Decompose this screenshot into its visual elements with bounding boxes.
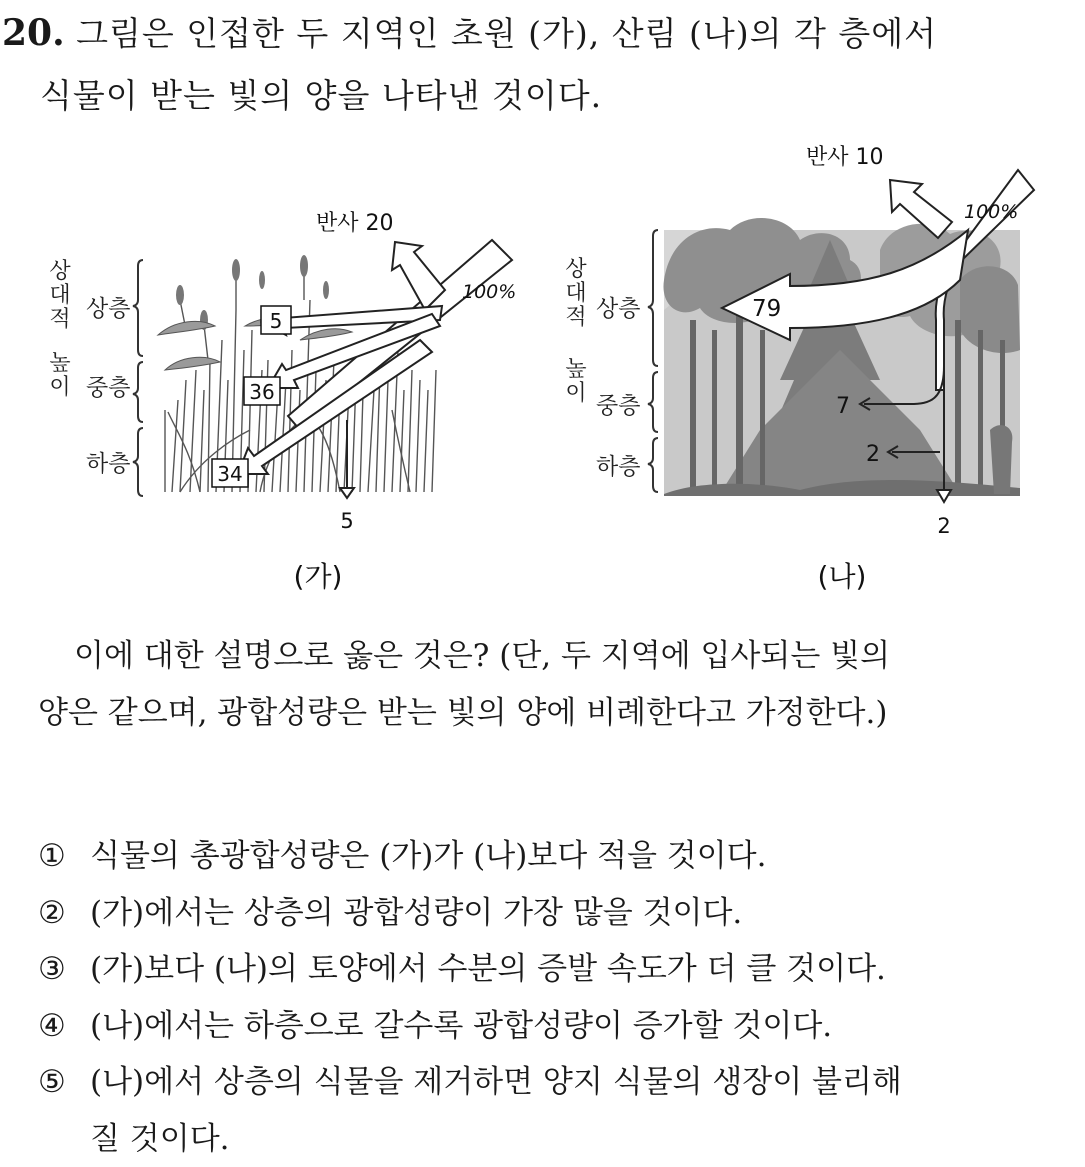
incident-label-b: 100% bbox=[964, 201, 1018, 223]
layer-label-upper-a: 상층 bbox=[86, 296, 130, 322]
layer-label-lower-a: 하층 bbox=[86, 451, 130, 477]
light-distribution-figure bbox=[0, 130, 1085, 610]
layer-label-middle-b: 중층 bbox=[596, 393, 640, 419]
reflection-label-b: 반사 10 bbox=[806, 145, 884, 170]
value-middle-b: 7 bbox=[836, 394, 850, 419]
choice-2-text: (가)에서는 상층의 광합성량이 가장 많을 것이다. bbox=[90, 895, 742, 931]
choice-4[interactable] bbox=[38, 998, 1083, 1055]
svg-text:이: 이 bbox=[49, 375, 70, 400]
svg-text:높: 높 bbox=[565, 357, 586, 382]
forest-illustration bbox=[663, 218, 1020, 496]
question-stem bbox=[2, 2, 1082, 127]
value-box-lower-a bbox=[212, 459, 248, 487]
svg-text:대: 대 bbox=[565, 281, 586, 306]
condition-line2: 양은 같으며, 광합성량은 받는 빛의 양에 비례한다고 가정한다.) bbox=[38, 685, 1083, 742]
panel-b bbox=[565, 145, 1034, 593]
question-condition bbox=[38, 628, 1083, 742]
choice-5-text: (나)에서 상층의 식물을 제거하면 양지 식물의 생장이 불리해 bbox=[90, 1064, 902, 1100]
reflection-label-a: 반사 20 bbox=[316, 211, 394, 236]
choice-1[interactable] bbox=[38, 828, 1083, 885]
svg-text:상: 상 bbox=[565, 257, 587, 282]
value-upper-a: 5 bbox=[270, 309, 283, 333]
incident-label-a: 100% bbox=[462, 281, 516, 303]
layer-label-middle-a: 중층 bbox=[86, 375, 130, 401]
choice-3[interactable] bbox=[38, 941, 1083, 998]
layer-braces-b bbox=[648, 230, 658, 492]
svg-text:상: 상 bbox=[49, 259, 71, 284]
choice-4-mark: ④ bbox=[38, 998, 90, 1055]
value-lower-b: 2 bbox=[866, 442, 880, 467]
question-stem-line1: 그림은 인접한 두 지역인 초원 (가), 산림 (나)의 각 층에서 bbox=[76, 14, 937, 53]
value-box-middle-a bbox=[244, 377, 280, 405]
choice-3-mark: ③ bbox=[38, 941, 90, 998]
value-lower-a: 34 bbox=[217, 462, 242, 486]
question-stem-line2: 식물이 받는 빛의 양을 나타낸 것이다. bbox=[2, 65, 1082, 127]
layer-label-lower-b: 하층 bbox=[596, 454, 640, 480]
svg-text:높: 높 bbox=[49, 351, 70, 376]
value-upper-b: 79 bbox=[752, 296, 781, 322]
caption-a: (가) bbox=[294, 560, 343, 593]
choice-5-mark: ⑤ bbox=[38, 1054, 90, 1111]
value-box-upper-a bbox=[261, 306, 291, 334]
choice-3-text: (가)보다 (나)의 토양에서 수분의 증발 속도가 더 클 것이다. bbox=[90, 951, 886, 987]
layer-label-upper-b: 상층 bbox=[596, 296, 640, 322]
svg-text:적: 적 bbox=[49, 307, 70, 332]
svg-text:이: 이 bbox=[565, 381, 586, 406]
value-middle-a: 36 bbox=[249, 380, 274, 404]
value-ground-b: 2 bbox=[937, 514, 950, 538]
axis-label-b bbox=[565, 257, 587, 406]
answer-choices bbox=[38, 828, 1083, 1167]
panel-a bbox=[49, 211, 516, 593]
choice-1-text: 식물의 총광합성량은 (가)가 (나)보다 적을 것이다. bbox=[90, 838, 766, 874]
value-ground-a: 5 bbox=[340, 509, 353, 533]
question-number: 20. bbox=[2, 12, 65, 54]
grassland-illustration bbox=[165, 270, 436, 492]
choice-5[interactable] bbox=[38, 1054, 1083, 1167]
choice-1-mark: ① bbox=[38, 828, 90, 885]
choice-4-text: (나)에서는 하층으로 갈수록 광합성량이 증가할 것이다. bbox=[90, 1008, 832, 1044]
svg-text:대: 대 bbox=[49, 283, 70, 308]
choice-2-mark: ② bbox=[38, 885, 90, 942]
layer-braces-a bbox=[133, 260, 143, 496]
svg-text:적: 적 bbox=[565, 305, 586, 330]
condition-line1: 이에 대한 설명으로 옳은 것은? (단, 두 지역에 입사되는 빛의 bbox=[38, 628, 1083, 685]
choice-2[interactable] bbox=[38, 885, 1083, 942]
choice-5-text-cont: 질 것이다. bbox=[38, 1111, 1083, 1167]
caption-b: (나) bbox=[818, 560, 867, 593]
axis-label-a bbox=[49, 259, 71, 400]
